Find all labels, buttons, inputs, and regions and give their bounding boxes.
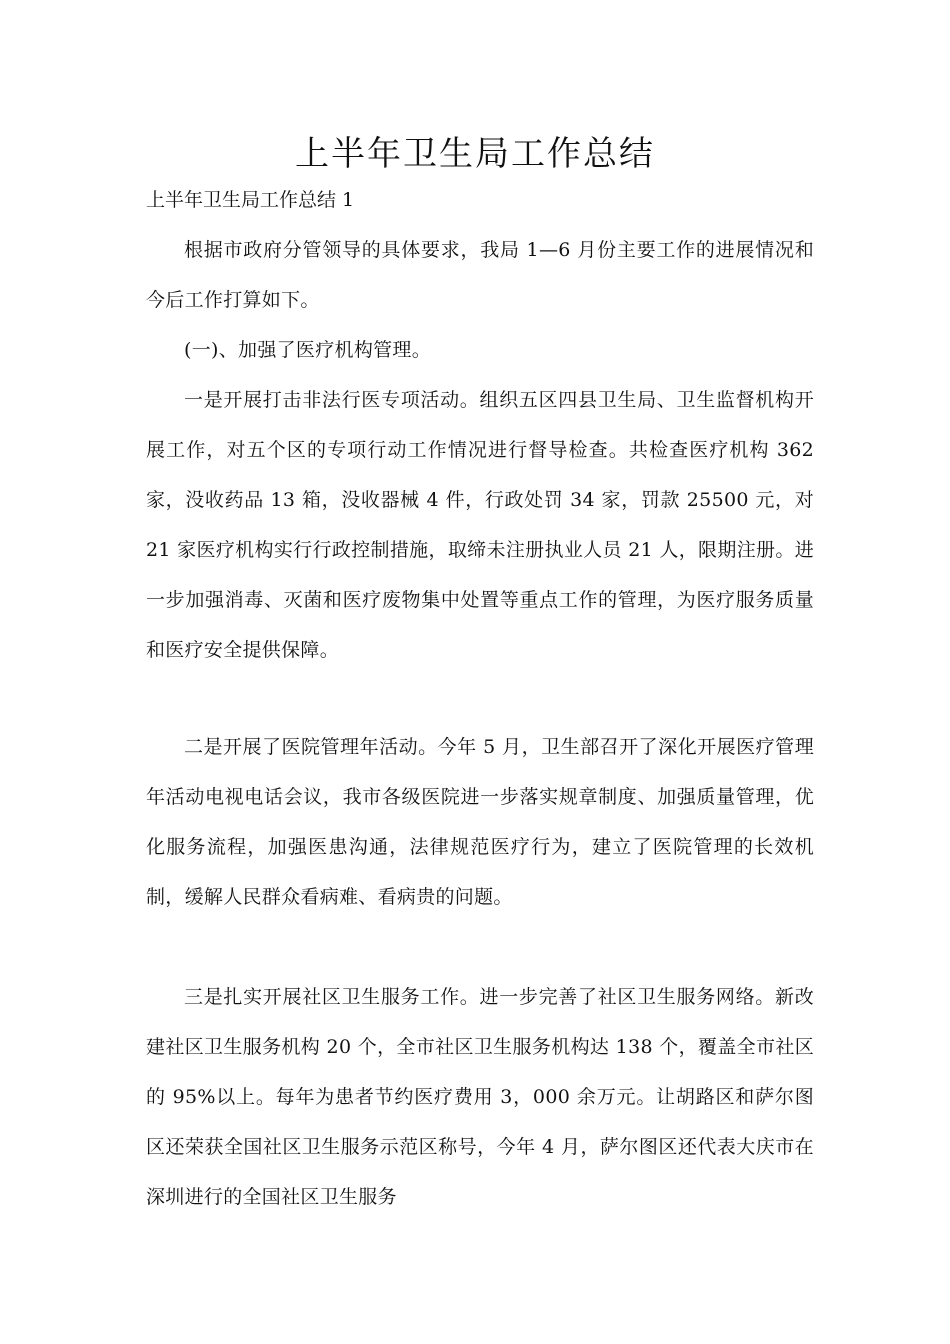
paragraph-item-two: 二是开展了医院管理年活动。今年 5 月，卫生部召开了深化开展医疗管理年活动电视电话会议，我市各级医院进一步落实规章制度、加强质量管理，优化服务流程，加强医患沟通，法律规范医疗行为，建立了医院管理的长效机制，缓解人民群众看病难、看病贵的问题。 xyxy=(146,736,814,908)
paragraph-item-one: 一是开展打击非法行医专项活动。组织五区四县卫生局、卫生监督机构开展工作，对五个区的专项行动工作情况进行督导检查。共检查医疗机构 362 家，没收药品 13 箱，没收器械 4 件，行政处罚 34 家，罚款 25500 元，对 21 家医疗机构实行行政控制措施，取缔未注册执业人员 21 人，限期注册。进一步加强消毒、灭菌和医疗废物集中处置等重点工作的管理，为医疗服务质量和医疗安全提供保障。 xyxy=(146,389,814,661)
document-title: 上半年卫生局工作总结 xyxy=(295,134,655,174)
paragraph-section-heading: (一)、加强了医疗机构管理。 xyxy=(184,339,432,361)
paragraph-intro: 根据市政府分管领导的具体要求，我局 1—6 月份主要工作的进展情况和今后工作打算如下。 xyxy=(146,239,814,311)
document-subtitle: 上半年卫生局工作总结 1 xyxy=(146,189,355,211)
paragraph-item-three: 三是扎实开展社区卫生服务工作。进一步完善了社区卫生服务网络。新改建社区卫生服务机构 20 个，全市社区卫生服务机构达 138 个，覆盖全市社区的 95%以上。每年为患者节约医疗费用 3，000 余万元。让胡路区和萨尔图区还荣获全国社区卫生服务示范区称号，今年 4 月，萨尔图区还代表大庆市在深圳进行的全国社区卫生服务 xyxy=(146,986,814,1208)
